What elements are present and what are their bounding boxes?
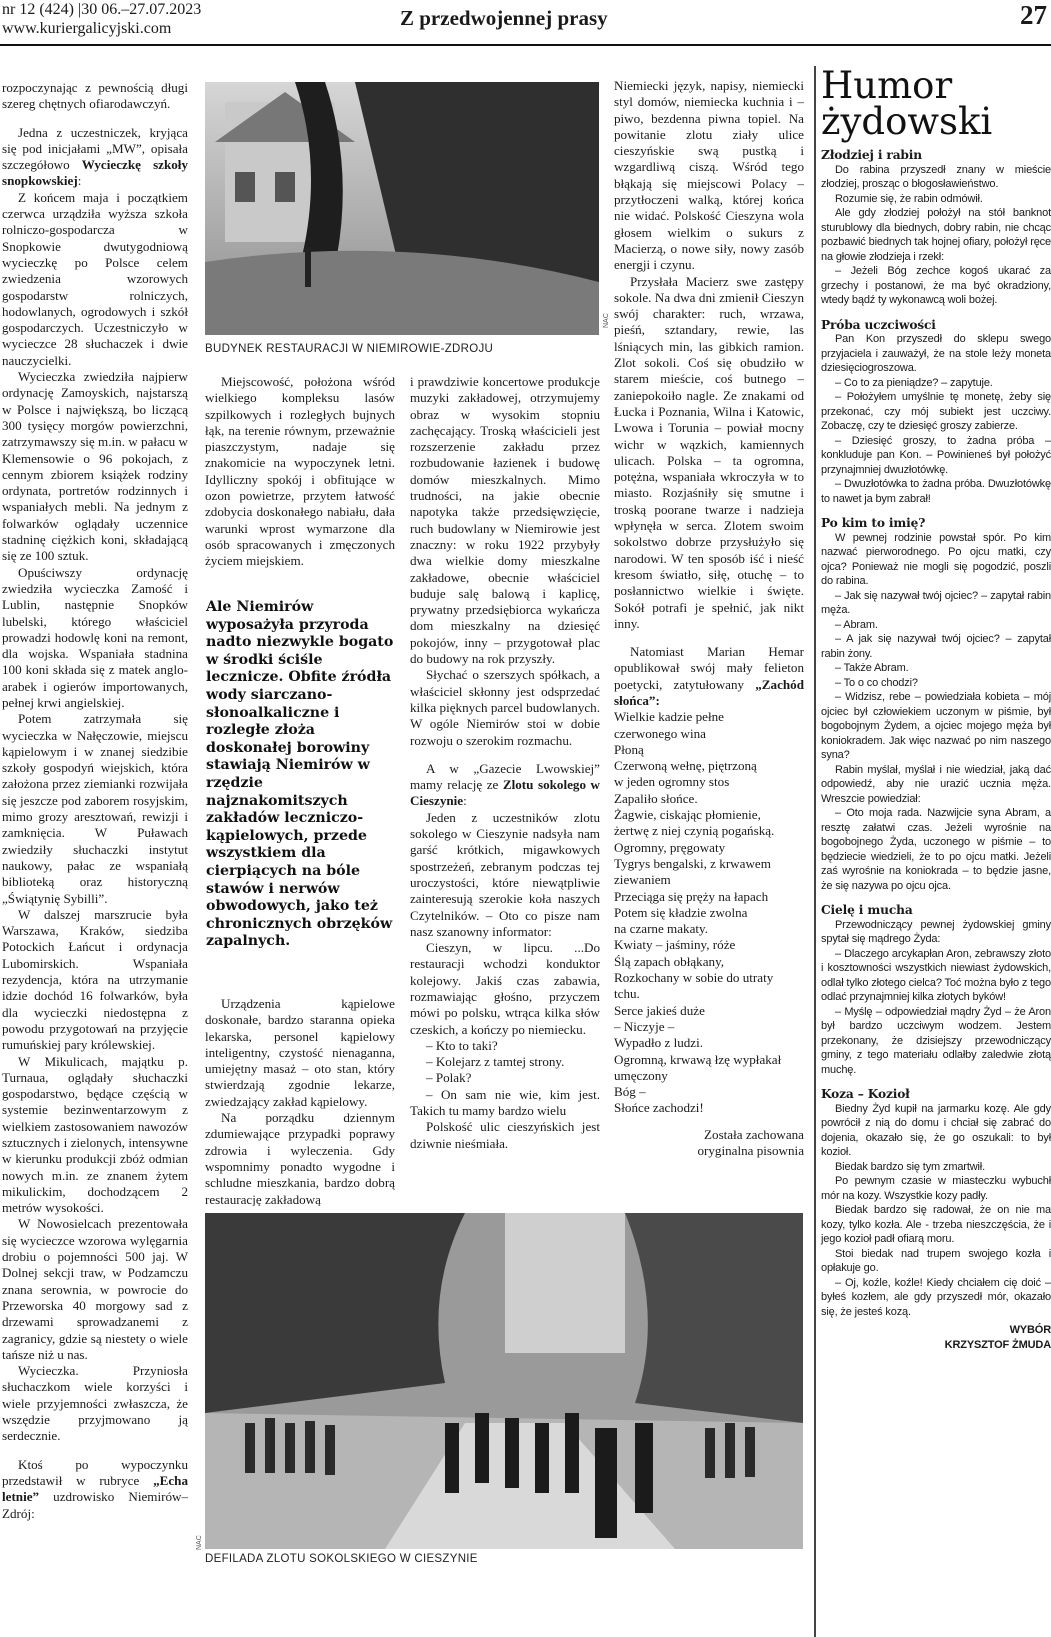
- joke-paragraph: W pewnej rodzinie powstał spór. Po kim nazwać pierworodnego. Po ojcu matki, czy ojca? Ponieważ nie mogli się pogodzić, poszli do rabina.: [821, 531, 1051, 587]
- joke-paragraph: – A jak się nazywał twój ojciec? – zapytał rabin żony.: [821, 633, 1051, 660]
- poem-line: Ogromną, krwawą łzę wypłakał: [614, 1051, 782, 1067]
- joke-paragraph: – Dlaczego arcykapłan Aron, zebrawszy złoto i kosztowności wszystkich niewiast żydowskich, odlał tylko złotego cielca? Toć można było z tego odlać przynajmniej kilka złotych byków!: [821, 947, 1051, 1003]
- photo-restaurant-building: [205, 82, 599, 335]
- header-divider: [0, 44, 1051, 46]
- joke-title: Złodziej i rabin: [821, 148, 922, 162]
- joke-paragraph: Stoi biedak nad trupem swojego kozła i opłakuje go.: [821, 1247, 1051, 1274]
- poem-line: na czarne makaty.: [614, 921, 709, 937]
- article-column-4: [614, 78, 804, 1203]
- bold-phrase: „Echa letnie”: [2, 1472, 188, 1505]
- paragraph: Opuściwszy ordynację zwiedziła wycieczka Zamość i Lublin, następnie Snopków lubelski, którego właściciel prowadzi hodowlę koni na remont, dla wojska. Wspaniała stadnina 100 koni składa się z matek anglo-arabek i ogierów importowanych, pełnej krwi angielskiej.: [2, 564, 188, 710]
- poem-line: Kwiaty – jaśminy, róże: [614, 937, 736, 953]
- photo-sokol-parade: [205, 1213, 803, 1549]
- joke-paragraph: Po pewnym czasie w miasteczku wybuchł mór na kozy. Wszystkie kozy padły.: [821, 1175, 1051, 1202]
- joke-title: Cielę i mucha: [821, 903, 913, 917]
- poem-line: Bóg –: [614, 1084, 646, 1100]
- joke-paragraph: – Co to za pieniądze? – zapytuje.: [835, 376, 993, 389]
- poem-line: umęczony: [614, 1067, 668, 1083]
- paragraph: W Nowosielcach prezentowała się wycieczce wzorowa wylęgarnia drobiu o pojemności 500 jaj. W Dolnej sekcji traw, w Podzamczu znana serownia, w powrocie do Przeworska 40 morgowy sad z drzewami sprowadzanemi z zagranicy, gdzie są niestety o wiele tańsze niż u nas.: [2, 1216, 188, 1362]
- poem-line: Zapaliło słońce.: [614, 790, 698, 806]
- joke-title: Koza – Kozioł: [821, 1087, 910, 1101]
- paragraph: A w „Gazecie Lwowskiej” mamy relację ze Zlotu sokolego w Cieszynie:: [410, 760, 600, 809]
- joke-paragraph: Rabin myślał, myślał i nie wiedział, jaką dać odpowiedź, aby nie urazić ucznia męża. Wreszcie powiedział:: [821, 763, 1051, 805]
- joke-paragraph: Ale gdy złodziej położył na stół banknot sturublowy dla biednych, dobry rabin, nie chcąc pozbawić biednych tak hojnej ofiary, położył ręce na głowie złodzieja i rzekł:: [821, 207, 1051, 263]
- page-number: 27: [1020, 0, 1047, 30]
- joke-paragraph: – Myślę – odpowiedział mądry Żyd – że Aron był bardzo uczciwym wodzem. Jestem przekonany, że dzisiejszy przewodniczący gminy, z tego materiału odlałby zaledwie złotą muchę.: [821, 1005, 1051, 1076]
- photo-image: [205, 1213, 803, 1549]
- bold-phrase: Wycieczkę szkoły snopkowskiej: [2, 157, 188, 189]
- humor-sidebar: [814, 66, 1051, 1637]
- paragraph: W dalszej marszrucie była Warszawa, Kraków, siedziba Potockich Łańcut i ordynacja Lubomirskich. Wspaniała rezydencja, która na utrzymanie idzie dochód 16 folwarków, była dla wycieczki niedostępna z powodu przygotowań na przyjęcie rumuńskiej pary królewskiej.: [2, 906, 188, 1053]
- dialogue-line: – Kolejarz z tamtej strony.: [426, 1054, 565, 1070]
- paragraph: Potem zatrzymała się wycieczka w Nałęczowie, miejscu kąpielowym i w znanej siedzibie szkoły gospodyń wiejskich, która założona przez ziemianki rozwijała się jeszcze pod zaborem rosyjskim, mimo grozy aresztowań, rewizji i zamknięcia. W Puławach zwiedziły słuchaczki instytut naukowy, pałac ze wspaniałą biblioteką oraz historyczną „Świątynię Sybilli”.: [2, 711, 188, 906]
- dialogue-line: – Polak?: [426, 1070, 472, 1086]
- joke-paragraph: – Abram.: [835, 618, 878, 631]
- paragraph: Na porządku dziennym zdumiewające przypadki poprawy zdrowia i wyleczenia. Gdy wspomnimy ponadto wygodne i schludne mieszkania, bardzo dobrą restaurację zakładową: [205, 1110, 395, 1206]
- poem-line: żertwę z niej czynią pogańską.: [614, 823, 775, 839]
- humor-title: Humor żydowski: [821, 64, 993, 143]
- joke-paragraph: Biedak bardzo się radował, że on nie ma kozy, tylko kozła. Ale - trzeba nieszczęścia, że i jego kozioł padł ofiarą moru.: [821, 1204, 1051, 1245]
- poem-line: Przeciąga się pręży na łapach: [614, 888, 769, 904]
- joke-paragraph: Do rabina przyszedł znany w mieście złodziej, prosząc o błogosławieństwo.: [821, 163, 1051, 190]
- poem-line: Rozkochany w sobie do utraty: [614, 970, 774, 986]
- dialogue-line: – Kto to taki?: [426, 1037, 498, 1053]
- poem-line: Wielkie kadzie pełne: [614, 709, 724, 725]
- paragraph: Wycieczka. Przyniosła słuchaczkom wiele korzyści i wiele przyjemności zwłaszcza, że wszędzie przyjmowano ją serdecznie.: [2, 1363, 188, 1444]
- article-column-2-continued: [205, 996, 395, 1206]
- website-link[interactable]: www.kuriergalicyjski.com: [2, 20, 172, 37]
- paragraph: Urządzenia kąpielowe doskonałe, bardzo staranna opieka lekarska, personel kąpielowy inteligentny, czystość nienaganna, umiejętny masaż – oto stan, który stwierdzają zgodnie lekarze, zwiedzający zakład kąpielowy.: [205, 996, 395, 1109]
- poem-line: Wypadło z ludzi.: [614, 1035, 704, 1051]
- joke-paragraph: – Także Abram.: [835, 662, 909, 674]
- joke-paragraph: – To o co chodzi?: [835, 676, 918, 689]
- paragraph: Jeden z uczestników zlotu sokolego w Cieszynie nadsyła nam garść krótkich, migawkowych spostrzeżeń, zebranym podczas tej uroczystości, które niewątpliwie zainteresują szerokie koła naszych Czytelników. – Oto co pisze nam nasz szanowny informator:: [410, 809, 600, 939]
- joke-paragraph: Przewodniczący pewnej żydowskiej gminy spytał się mądrego Żyda:: [821, 918, 1051, 945]
- article-column-1: [2, 80, 188, 1635]
- joke-paragraph: Biedak bardzo się tym zmartwił.: [835, 1160, 986, 1173]
- poem-line: Słońce zachodzi!: [614, 1100, 704, 1116]
- joke-paragraph: – Oto moja rada. Nazwijcie syna Abram, a resztę załatwi czas. Jeżeli wyrośnie na bogobojnego Żyda, uczonego w piśmie – to będziecie wiedzieli, że to po ojcu matki. Jeżeli zaś wyrośnie na koniokrada – to będzie jasne, że się nazywa po ojcu ojca.: [821, 807, 1051, 892]
- photo-credit: NAC: [603, 313, 610, 328]
- paragraph: Natomiast Marian Hemar opublikował swój mały felieton poetycki, zatytułowany „Zachód słońca”:: [614, 644, 804, 708]
- poem-line: Czerwoną wełnę, piętrzoną: [614, 758, 757, 774]
- paragraph: rozpoczynając z pewnością długi szereg chętnych ofiarodawczyń.: [2, 80, 188, 112]
- bold-phrase: Zlotu sokolego w Cieszynie: [410, 777, 600, 809]
- joke-title: Próba uczciwości: [821, 317, 936, 332]
- paragraph: i prawdziwie koncertowe produkcje muzyki zakładowej, otrzymujemy obraz w wysokim stopniu zachęcający. Troską właścicieli jest rozszerzenie zakładu przez rozbudowanie łazienek i budowę domów mieszkalnych. Mimo trudności, na jakie obecnie napotyka także przedsięwzięcie, ruch budowlany w Niemirowie jest znaczny: w roku 1922 przybyły dwa wielkie domy mieszkalne zakładowe, obecnie właściciel buduje salę balową i kaplicę, prywatny przedsiębiorca wykańcza dom mieszkalny na dziesięć pokojów, inny – przygotował plac do budowy na rok przyszły.: [410, 374, 600, 667]
- joke-paragraph: – Jeżeli Bóg zechce kogoś ukarać za grzechy i postanowi, że ma być okradziony, wtedy bądź ty wykonawcą woli bożej.: [821, 265, 1051, 306]
- author-signature: WYBÓR KRZYSZTOF ŻMUDA: [944, 1324, 1051, 1351]
- joke-paragraph: – Oj, koźle, koźle! Kiedy chciałem cię doić – byłeś kozłem, ale gdy przyszedł mór, okazało się, że jesteś kozą.: [821, 1276, 1051, 1318]
- paragraph: Jedna z uczestniczek, kryjąca się pod inicjałami „MW”, opisała szczegółowo Wycieczkę szkoły snopkowskiej:: [2, 124, 188, 189]
- joke-title: Po kim to imię?: [821, 516, 926, 530]
- poem-line: Ślą zapach obłąkany,: [614, 953, 725, 969]
- paragraph: Słychać o szerszych spółkach, a właściciel skłonny jest odsprzedać kilka pięknych parcel budowlanych. W ogóle Niemirów stoi w dobie rozwoju o szerokim rozmachu.: [410, 667, 600, 748]
- joke-paragraph: Biedny Żyd kupił na jarmarku kozę. Ale gdy powrócił z nią do domu i chciał się zabrać do dojenia, okazało się, że go oszukali: to był kozioł.: [821, 1102, 1051, 1158]
- poem-line: tchu.: [614, 986, 640, 1002]
- paragraph: Wycieczka zwiedziła najpierw ordynację Zamoyskich, najstarszą w Polsce i największą, bo liczącą 300 tysięcy morgów powierzchni, zatrzymawszy się m.in. w pałacu w Klemensowie o 96 pokojach, z cennym zbiorem książek rodziny ordynata, portretów rodzinnych i wspaniałych mebli. Na jednym z folwarków oglądały uczennice stadninę ciężkich koni, składającą się ze 100 sztuk.: [2, 369, 188, 564]
- dialogue-line: – On sam nie wie, kim jest. Takich tu mamy bardzo wielu: [410, 1086, 600, 1119]
- joke-paragraph: – Dwuzłotówka to żadna próba. Dwuzłotówkę to nawet ja bym zabrał!: [821, 478, 1051, 505]
- paragraph: Przysłała Macierz swe zastępy sokole. Na dwa dni zmienił Cieszyn swój charakter: ruch, wrzawa, pieśń, sztandary, rewie, las lśniących min, las gibkich ramion. Zlot sokoli. Coś się obudziło w starem mieście, coś butnego – zaniepokoiło nagle. Ze znakami od Łucka i Poznania, Wilna i Katowic, Lwowa i Torunia – powiał mocny wichr w wązkich, kamiennych ulicach. Polska – ta ogromna, potężna, wspaniała wkroczyła w to miasto. Rozjaśniły się smutne i troską poorane twarze i nadzieja wpłynęła w serca. Zlotem swoim sokolstwo dobrze przysłużyło się narodowi. W ten sposób iść i nieść kresom światło, siłę, otuchę – to posłannictwo wielkie i święte. Sokół potrafi je spełnić, jak nikt inny.: [614, 273, 804, 631]
- article-column-3: [410, 374, 600, 1214]
- poem-line: – Niczyje –: [614, 1018, 675, 1034]
- poem-line: Tygrys bengalski, z krwawem: [614, 855, 771, 871]
- photo-caption: DEFILADA ZLOTU SOKOLSKIEGO W CIESZYNIE: [205, 1553, 478, 1565]
- pull-quote: Ale Niemirów wyposażyła przyroda nadto niezwykle bogato w środki ściśle lecznicze. Obfite źródła wody siarczano-słonoalkaliczne i rozległe złoża doskonałej borowiny stawiają Niemirów w rzędzie najznakomitszych zakładów leczniczo-kąpielowych, przede wszystkiem dla cierpiących na bóle stawów i nerwów obwodowych, jako też chronicznych obrzęków zapalnych.: [206, 599, 394, 950]
- paragraph: W Mikulicach, majątku p. Turnaua, oglądały słuchaczki gospodarstwo, będące częścią w systemie bezinwentarzowym z wielkiem zastosowaniem nawozów sztucznych i zielonych, intensywne w kierunku produkcji zbóż odmian nowych m.in. ze znanem żytem mikulickim, dochodzącem 2 metrów wysokości.: [2, 1053, 188, 1216]
- bold-phrase: „Zachód słońca”:: [614, 676, 804, 708]
- issue-number: nr 12 (424) |30 06.–27.07.2023: [2, 1, 202, 18]
- humor-jokes: [821, 148, 1051, 1352]
- photo-credit: NAC: [196, 1535, 203, 1550]
- joke-paragraph: – Położyłem umyślnie tę monetę, żeby się przekonać, czy mój subiekt jest uczciwy. Zobaczę, czy te dziesięć groszy zabierze.: [821, 391, 1051, 432]
- photo-caption: BUDYNEK RESTAURACJI W NIEMIROWIE-ZDROJU: [205, 343, 494, 355]
- joke-paragraph: Pan Kon przyszedł do sklepu swego przyjaciela i zauważył, że na stole leży moneta dziesięciogroszowa.: [821, 333, 1051, 374]
- poem-line: Potem się kładzie zwolna: [614, 904, 748, 920]
- poem-line: Ogromny, pręgowaty: [614, 839, 726, 855]
- joke-paragraph: Rozumie się, że rabin odmówił.: [835, 192, 983, 205]
- poem-line: Płoną: [614, 741, 644, 757]
- photo-image: [205, 82, 599, 335]
- issue-info: [2, 0, 201, 38]
- paragraph: Niemiecki język, napisy, niemiecki styl domów, niemiecka kuchnia i – piwo, bezdenna piwna topiel. Na powitanie zlotu ziały ulice cieszyńskie swą pustką i wzgardliwą ciszą. Wśród tego błąkają się miejscowi Polacy – przytłoczeni walką, której końca nie widać. Polskość Cieszyna wola głosem wielkim o sukurs z Macierzą, o nowe siły, nowy zasób energji i czynu.: [614, 78, 804, 273]
- joke-paragraph: – Jak się nazywał twój ojciec? – zapytał rabin męża.: [821, 589, 1051, 616]
- paragraph: Ktoś po wypoczynku przedstawił w rubryce „Echa letnie” uzdrowisko Niemirów–Zdrój:: [2, 1456, 188, 1521]
- spelling-note: Została zachowana oryginalna pisownia: [697, 1126, 804, 1158]
- poem-line: ziewaniem: [614, 872, 671, 888]
- paragraph: Miejscowość, położona wśród wielkiego kompleksu lasów szpilkowych i rozległych bujnych łąk, na terenie równym, przeważnie piaszczystym, nadaje się znakomicie na wypoczynek letni. Idylliczny spokój i obfitujące w ozon powietrze, przytem łatwość zdobycia doskonałego nabiału, dała warunki wprost wymarzone dla osób spracowanych i zmęczonych życiem miejskiem.: [205, 374, 395, 569]
- poem-line: w jeden ogromny stos: [614, 774, 730, 790]
- poem-line: Serce jakieś duże: [614, 1002, 705, 1018]
- poem-line: Żagwie, ciskając płomienie,: [614, 807, 761, 823]
- joke-paragraph: – Dziesięć groszy, to żadna próba – konkluduje pan Kon. – Powinieneś był położyć przynajmniej dwuzłotówkę.: [821, 434, 1051, 476]
- poem: [614, 709, 804, 1116]
- paragraph: Polskość ulic cieszyńskich jest dziwnie nieśmiała.: [410, 1119, 600, 1151]
- poem-line: czerwonego wina: [614, 725, 706, 741]
- section-title: Z przedwojennej prasy: [400, 6, 608, 30]
- joke-paragraph: – Widzisz, rebe – powiedziała kobieta – mój ojciec był człowiekiem uczonym w piśmie, był bogobojnym Żydem, a ojciec mojego męża był koniokradem. Jak więc nazwać po nim naszego syna?: [821, 691, 1051, 761]
- paragraph: Cieszyn, w lipcu. ...Do restauracji wchodzi konduktor kolejowy. Jakiś czas zabawia, rozmawiając głośno, przyczem mówi po polsku, wtrąca kilka słów czeskich, a kończy po niemiecku.: [410, 940, 600, 1037]
- paragraph: Z końcem maja i początkiem czerwca urządziła wyższa szkoła rolniczo-gospodarcza w Snopkowie dwutygodniową wycieczkę po Polsce celem zwiedzenia wzorowych gospodarstw rolniczych, hodowlanych, ogrodowych i szkół gospodarczych. Uczestniczyło w wycieczce 28 słuchaczek i dwie nauczycielki.: [2, 189, 188, 368]
